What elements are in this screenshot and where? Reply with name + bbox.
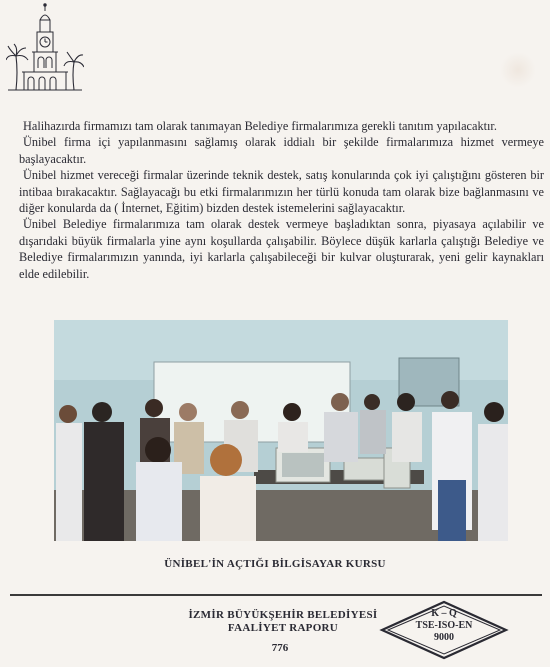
footer-organization (178, 609, 388, 635)
report-body (19, 118, 544, 282)
quality-badge-text (378, 608, 510, 644)
badge-line-standard: TSE-ISO-EN (415, 620, 473, 631)
paragraph-2: Ünibel firma içi yapılanmasını sağlamış olarak iddialı bir şekilde firmalarımıza hizmet vermeye başlayacaktır. (19, 135, 544, 166)
photo-caption: ÜNİBEL'İN AÇTIĞI BİLGİSAYAR KURSU (164, 558, 386, 570)
footer-report-title: FAALİYET RAPORU (227, 622, 339, 634)
badge-line-kq: K – Q (431, 608, 457, 619)
footer-org-name: İZMİR BÜYÜKŞEHİR BELEDİYESİ (188, 609, 378, 621)
background-smudge (500, 52, 536, 88)
footer-divider (10, 594, 542, 596)
badge-line-number: 9000 (434, 632, 454, 643)
page-number: 776 (271, 642, 289, 654)
paragraph-4: Ünibel Belediye firmalarımıza tam olarak destek vermeye başladıktan sonra, piyasaya açılabilir ve dışarıdaki büyük firmalarla yine aynı koşullarda çalışabilir. Böylece düşük karlarla çalıştığı Belediye ve Belediye firmalarımızın yanında, iyi karlarla çalışabileceği bir kulvar oluşturarak, yeni gelir kaynakları elde edilebilir. (19, 217, 544, 281)
computer-course-photo (54, 320, 508, 541)
paragraph-1: Halihazırda firmamızı tam olarak tanımayan Belediye firmalarımıza gerekli tanıtım yapılacaktır. (23, 119, 497, 133)
paragraph-3: Ünibel hizmet vereceği firmalar üzerinde teknik destek, satış konularında çok iyi çalıştığını gösteren bir intibaa bırakacaktır. Sağlayacağı bu etki firmalarımızın her türlü konuda tam olarak bize bağlanmasını ve diğer konularda da ( İnternet, Eğitim) bizden destek istemelerini sağlayacaktır. (19, 168, 544, 216)
izmir-clock-tower-icon (6, 2, 84, 94)
